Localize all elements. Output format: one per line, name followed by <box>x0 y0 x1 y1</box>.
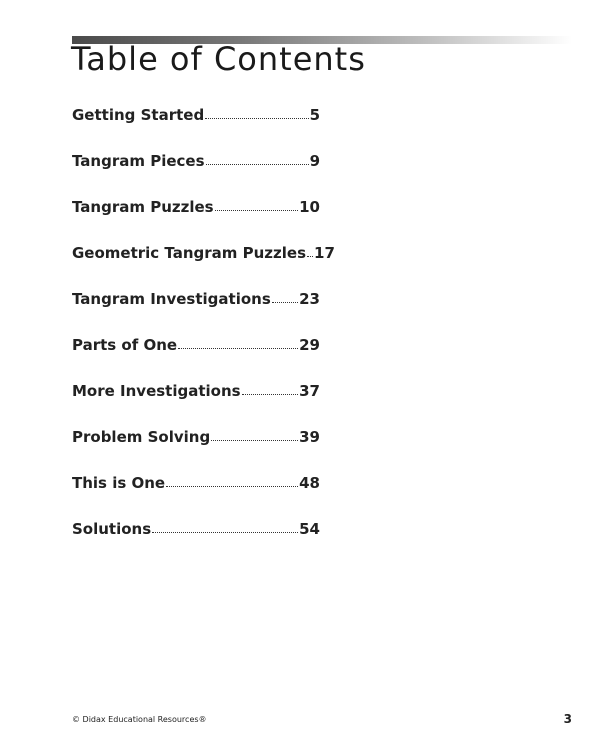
toc-entry-page: 10 <box>299 198 320 216</box>
toc-entry[interactable] <box>72 428 320 474</box>
toc-entry[interactable] <box>72 244 335 290</box>
toc-entry-label: Solutions <box>72 520 152 538</box>
toc-entry[interactable] <box>72 336 320 382</box>
toc-entry[interactable] <box>72 106 320 152</box>
page-title: Table of Contents <box>71 40 366 78</box>
toc-entry-label: Tangram Investigations <box>72 290 271 308</box>
toc-entry-page: 54 <box>299 520 320 538</box>
toc-dot-leader <box>205 117 308 119</box>
toc-dot-leader <box>211 439 298 441</box>
toc-entry-page: 39 <box>299 428 320 446</box>
footer-copyright: © Didax Educational Resources® <box>72 715 207 724</box>
toc-entry[interactable] <box>72 152 320 198</box>
toc-dot-leader <box>166 485 298 487</box>
toc-entry-label: Geometric Tangram Puzzles <box>72 244 307 262</box>
toc-entry-page: 29 <box>299 336 320 354</box>
toc-entry[interactable] <box>72 382 320 428</box>
toc-entry-label: More Investigations <box>72 382 241 400</box>
toc-entry-label: Getting Started <box>72 106 205 124</box>
toc-entry-label: This is One <box>72 474 166 492</box>
toc-entry-page: 9 <box>309 152 320 170</box>
toc-entry-page: 17 <box>314 244 335 262</box>
toc-entry-label: Tangram Puzzles <box>72 198 214 216</box>
footer-page-number: 3 <box>563 712 572 726</box>
toc-dot-leader <box>272 301 298 303</box>
toc-entry[interactable] <box>72 290 320 336</box>
toc-dot-leader <box>307 255 313 257</box>
toc-dot-leader <box>152 531 298 533</box>
toc-entry-page: 23 <box>299 290 320 308</box>
toc-entry[interactable] <box>72 198 320 244</box>
toc-dot-leader <box>215 209 299 211</box>
toc-entry-label: Problem Solving <box>72 428 211 446</box>
toc-entry-label: Parts of One <box>72 336 178 354</box>
toc-dot-leader <box>206 163 309 165</box>
table-of-contents <box>72 106 335 566</box>
toc-dot-leader <box>242 393 299 395</box>
toc-entry-page: 37 <box>299 382 320 400</box>
toc-dot-leader <box>178 347 298 349</box>
toc-entry-page: 5 <box>309 106 320 124</box>
toc-entry[interactable] <box>72 474 320 520</box>
toc-entry-page: 48 <box>299 474 320 492</box>
toc-entry[interactable] <box>72 520 320 566</box>
toc-entry-label: Tangram Pieces <box>72 152 205 170</box>
